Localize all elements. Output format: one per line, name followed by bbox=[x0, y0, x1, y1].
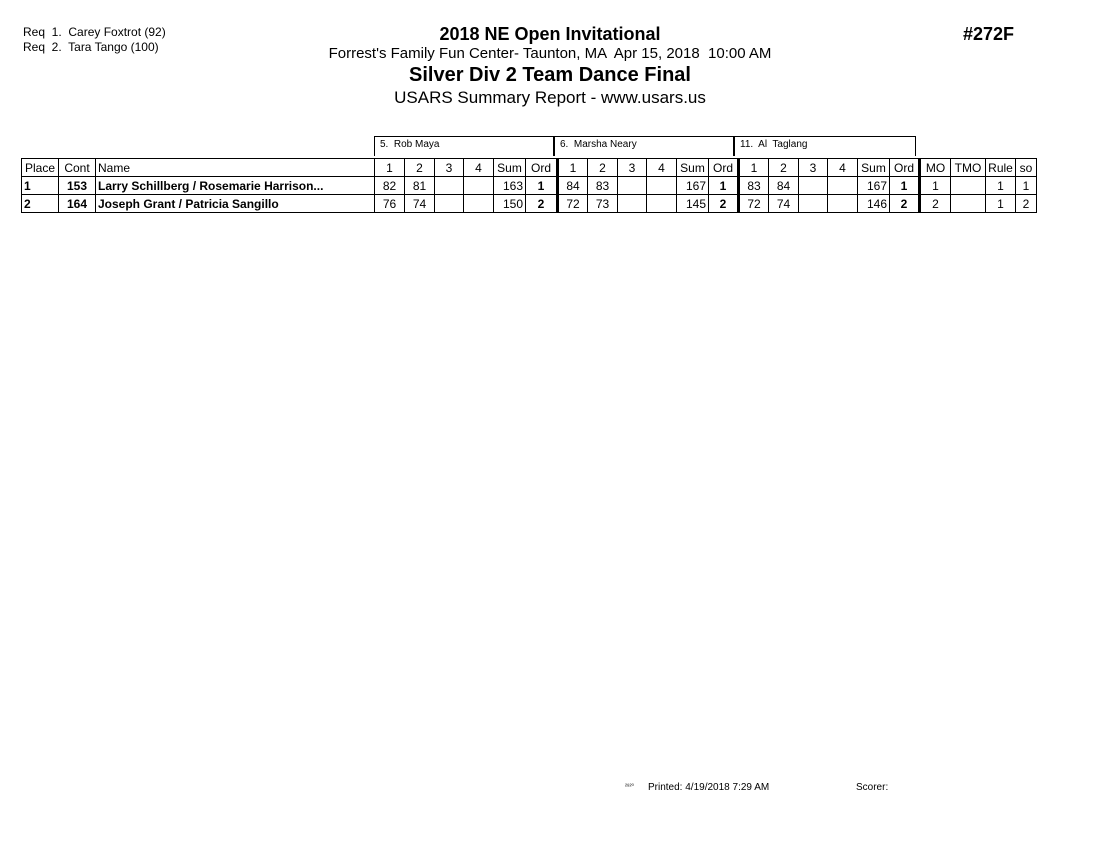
row-so: 2 bbox=[1016, 195, 1037, 213]
row-name: Joseph Grant / Patricia Sangillo bbox=[96, 195, 375, 213]
row-j2-s2: 83 bbox=[588, 177, 618, 195]
row-j2-sum: 167 bbox=[677, 177, 709, 195]
row-j2-s1: 84 bbox=[558, 177, 588, 195]
row-j1-sum: 150 bbox=[494, 195, 526, 213]
row-j1-s4 bbox=[464, 177, 494, 195]
row-rule: 1 bbox=[986, 177, 1016, 195]
col-tmo: TMO bbox=[951, 159, 986, 177]
row-j2-s2: 73 bbox=[588, 195, 618, 213]
row-j3-s3 bbox=[799, 195, 828, 213]
col-j2-sum: Sum bbox=[677, 159, 709, 177]
report-title: USARS Summary Report - www.usars.us bbox=[394, 88, 706, 107]
row-j1-s2: 74 bbox=[405, 195, 435, 213]
row-j3-ord: 2 bbox=[890, 195, 920, 213]
col-j1-s4: 4 bbox=[464, 159, 494, 177]
row-j3-sum: 146 bbox=[858, 195, 890, 213]
row-j1-s2: 81 bbox=[405, 177, 435, 195]
row-j2-s3 bbox=[618, 195, 647, 213]
row-j2-s4 bbox=[647, 195, 677, 213]
col-j3-sum: Sum bbox=[858, 159, 890, 177]
col-j2-s4: 4 bbox=[647, 159, 677, 177]
col-j2-s1: 1 bbox=[558, 159, 588, 177]
row-j3-s2: 84 bbox=[769, 177, 799, 195]
judge-header-1: 5. Rob Maya bbox=[374, 136, 554, 156]
col-j3-ord: Ord bbox=[890, 159, 920, 177]
judge-header-3: 11. Al Taglang bbox=[734, 136, 916, 156]
row-so: 1 bbox=[1016, 177, 1037, 195]
col-j1-s2: 2 bbox=[405, 159, 435, 177]
row-j1-sum: 163 bbox=[494, 177, 526, 195]
row-j1-ord: 1 bbox=[526, 177, 558, 195]
row-j1-s1: 76 bbox=[375, 195, 405, 213]
col-j1-ord: Ord bbox=[526, 159, 558, 177]
row-mo: 1 bbox=[920, 177, 951, 195]
row-j2-s3 bbox=[618, 177, 647, 195]
event-code: #272F bbox=[963, 24, 1015, 44]
row-tmo bbox=[951, 195, 986, 213]
col-j3-s2: 2 bbox=[769, 159, 799, 177]
judge-header-2: 6. Marsha Neary bbox=[554, 136, 734, 156]
row-j1-ord: 2 bbox=[526, 195, 558, 213]
col-j2-s2: 2 bbox=[588, 159, 618, 177]
row-j3-s3 bbox=[799, 177, 828, 195]
table-row bbox=[22, 195, 1037, 213]
division-title: Silver Div 2 Team Dance Final bbox=[409, 64, 691, 86]
table-row bbox=[22, 177, 1037, 195]
venue-line: Forrest's Family Fun Center- Taunton, MA Apr 15, 2018 10:00 AM bbox=[328, 45, 772, 62]
row-mo: 2 bbox=[920, 195, 951, 213]
row-j3-s4 bbox=[828, 195, 858, 213]
event-title: 2018 NE Open Invitational bbox=[439, 24, 661, 44]
results-table bbox=[21, 158, 1037, 213]
row-j3-s4 bbox=[828, 177, 858, 195]
row-j2-s4 bbox=[647, 177, 677, 195]
col-j1-s1: 1 bbox=[375, 159, 405, 177]
row-j1-s1: 82 bbox=[375, 177, 405, 195]
row-j2-s1: 72 bbox=[558, 195, 588, 213]
row-j2-ord: 2 bbox=[709, 195, 739, 213]
row-j3-ord: 1 bbox=[890, 177, 920, 195]
row-j1-s3 bbox=[435, 177, 464, 195]
row-j1-s3 bbox=[435, 195, 464, 213]
col-rule: Rule bbox=[986, 159, 1016, 177]
col-j2-ord: Ord bbox=[709, 159, 739, 177]
row-j3-s1: 72 bbox=[739, 195, 769, 213]
col-j1-s3: 3 bbox=[435, 159, 464, 177]
row-place: 2 bbox=[22, 195, 59, 213]
col-j1-sum: Sum bbox=[494, 159, 526, 177]
col-mo: MO bbox=[920, 159, 951, 177]
report-header bbox=[270, 24, 830, 109]
row-tmo bbox=[951, 177, 986, 195]
row-cont: 153 bbox=[59, 177, 96, 195]
row-j3-s1: 83 bbox=[739, 177, 769, 195]
row-rule: 1 bbox=[986, 195, 1016, 213]
scorer-label: Scorer: bbox=[856, 782, 889, 793]
col-j3-s4: 4 bbox=[828, 159, 858, 177]
row-j3-sum: 167 bbox=[858, 177, 890, 195]
col-name: Name bbox=[96, 159, 375, 177]
col-cont: Cont bbox=[59, 159, 96, 177]
requirement-2: Req 2. Tara Tango (100) bbox=[23, 40, 159, 54]
row-place: 1 bbox=[22, 177, 59, 195]
row-j3-s2: 74 bbox=[769, 195, 799, 213]
col-j3-s1: 1 bbox=[739, 159, 769, 177]
col-j3-s3: 3 bbox=[799, 159, 828, 177]
requirement-1: Req 1. Carey Foxtrot (92) bbox=[23, 25, 166, 39]
row-j2-ord: 1 bbox=[709, 177, 739, 195]
col-j2-s3: 3 bbox=[618, 159, 647, 177]
col-place: Place bbox=[22, 159, 59, 177]
row-cont: 164 bbox=[59, 195, 96, 213]
table-header-row bbox=[22, 159, 1037, 177]
requirements-list bbox=[23, 25, 166, 55]
row-j1-s4 bbox=[464, 195, 494, 213]
row-name: Larry Schillberg / Rosemarie Harrison... bbox=[96, 177, 375, 195]
col-so: so bbox=[1016, 159, 1037, 177]
printed-timestamp: Printed: 4/19/2018 7:29 AM bbox=[648, 782, 770, 793]
row-j2-sum: 145 bbox=[677, 195, 709, 213]
footer-mark: ²⁸²⁰ bbox=[625, 784, 634, 790]
